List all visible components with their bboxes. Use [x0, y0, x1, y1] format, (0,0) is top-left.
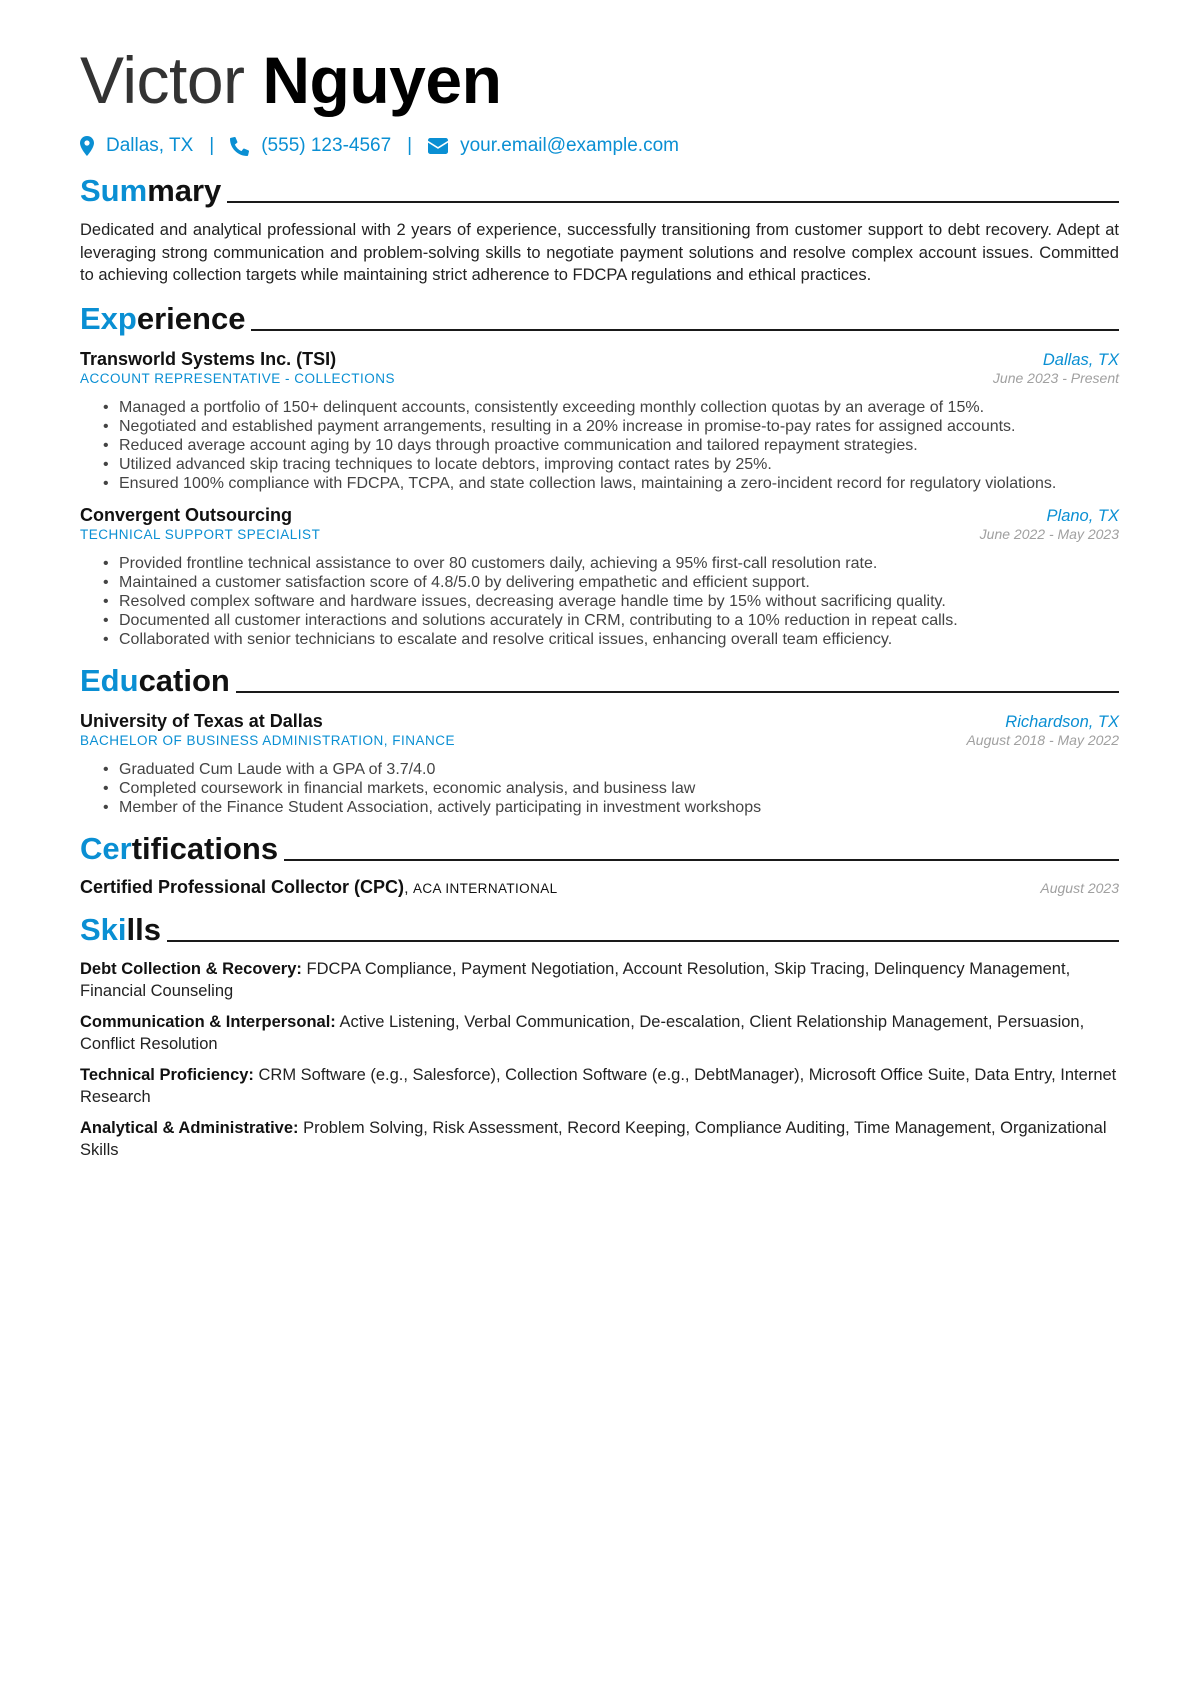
contact-bar: [80, 133, 1119, 159]
job-entry: [80, 349, 1119, 493]
heading-rest: tifications: [131, 830, 279, 866]
section-rule: [284, 859, 1119, 861]
certification-line: [80, 877, 558, 898]
job-header-row: [80, 505, 1119, 526]
education-degree-row: [80, 732, 1119, 748]
skills-heading: [80, 910, 1119, 948]
heading-accent: Ski: [80, 911, 127, 947]
section-title: [80, 912, 161, 948]
bullet-item: • Maintained a customer satisfaction score of 4.8/5.0 by delivering empathetic and efficient support.: [103, 573, 1119, 592]
bullet-item: • Provided frontline technical assistance to over 80 customers daily, achieving a 95% first-call resolution rate.: [103, 554, 1119, 573]
skill-category: Analytical & Administrative:: [80, 1118, 299, 1137]
bullet-item: • Resolved complex software and hardware issues, decreasing average handle time by 15% without sacrificing quality.: [103, 592, 1119, 611]
certifications-heading: [80, 829, 1119, 867]
job-bullets: [80, 398, 1119, 493]
heading-rest: lls: [126, 911, 161, 947]
contact-location: [80, 135, 193, 157]
bullet-item: • Ensured 100% compliance with FDCPA, TCPA, and state collection laws, maintaining a zero-incident record for regulatory violations.: [103, 474, 1119, 493]
bullet-item: • Negotiated and established payment arrangements, resulting in a 20% increase in promise-to-pay rates for assigned accounts.: [103, 417, 1119, 436]
education-bullets: [80, 760, 1119, 817]
job-entry: [80, 505, 1119, 649]
contact-phone[interactable]: [230, 135, 391, 157]
section-rule: [167, 940, 1119, 942]
bullet-item: • Collaborated with senior technicians to escalate and resolve critical issues, enhancing overall team efficiency.: [103, 630, 1119, 649]
section-rule: [251, 329, 1119, 331]
heading-accent: Cer: [80, 830, 132, 866]
summary-text: Dedicated and analytical professional with 2 years of experience, successfully transitioning from customer support to debt recovery. Adept at leveraging strong communication and problem-solving skills to negotiate payment solutions and resolve complex account issues. Committed to achieving collection targets while maintaining strict adherence to FDCPA regulations and ethical practices.: [80, 221, 1119, 284]
certification-date: August 2023: [1040, 879, 1119, 896]
bullet-item: • Member of the Finance Student Association, actively participating in investment workshops: [103, 798, 1119, 817]
certification-separator: ,: [404, 879, 413, 897]
phone-text: (555) 123-4567: [261, 135, 392, 156]
contact-separator: |: [209, 135, 215, 156]
education-header-row: [80, 711, 1119, 732]
section-title: [80, 173, 221, 209]
degree: BACHELOR OF BUSINESS ADMINISTRATION, FINANCE: [80, 732, 456, 748]
job-header-row: [80, 349, 1119, 370]
education-heading: [80, 661, 1119, 699]
skill-items: FDCPA Compliance, Payment Negotiation, Account Resolution, Skip Tracing, Delinquency Management, Financial Counseling: [80, 959, 1071, 1000]
skill-category: Debt Collection & Recovery:: [80, 959, 302, 978]
job-role-row: [80, 370, 1119, 386]
company-name: Convergent Outsourcing: [80, 504, 293, 525]
skill-group: [80, 1117, 1119, 1162]
certification-issuer: ACA INTERNATIONAL: [412, 880, 558, 896]
certification-entry: [80, 877, 1119, 898]
section-title: [80, 301, 245, 337]
contact-email[interactable]: [428, 135, 679, 157]
job-bullets: [80, 554, 1119, 649]
job-role: ACCOUNT REPRESENTATIVE - COLLECTIONS: [80, 370, 396, 386]
skill-category: Technical Proficiency:: [80, 1065, 254, 1084]
resume-content: [80, 40, 1119, 1162]
skill-items: Problem Solving, Risk Assessment, Record Keeping, Compliance Auditing, Time Management, Organizational Skills: [80, 1118, 1107, 1159]
section-rule: [227, 201, 1119, 203]
section-title: [80, 831, 278, 867]
contact-separator: |: [407, 135, 413, 156]
candidate-name: [80, 40, 1119, 120]
heading-accent: Sum: [80, 173, 148, 208]
heading-rest: erience: [136, 300, 246, 336]
heading-rest: cation: [138, 662, 230, 698]
first-name: Victor: [80, 43, 245, 117]
phone-icon: [230, 137, 249, 156]
skill-group: [80, 1011, 1119, 1056]
bullet-item: • Utilized advanced skip tracing techniques to locate debtors, improving contact rates by 25%.: [103, 455, 1119, 474]
bullet-item: • Managed a portfolio of 150+ delinquent accounts, consistently exceeding monthly collection quotas by an average of 15%.: [103, 398, 1119, 417]
bullet-item: • Graduated Cum Laude with a GPA of 3.7/4.0: [103, 760, 1119, 779]
company-name: Transworld Systems Inc. (TSI): [80, 348, 337, 369]
job-role-row: [80, 526, 1119, 542]
bullet-item: • Completed coursework in financial markets, economic analysis, and business law: [103, 779, 1119, 798]
bullet-item: • Documented all customer interactions and solutions accurately in CRM, contributing to a 10% reduction in repeat calls.: [103, 611, 1119, 630]
skill-items: Active Listening, Verbal Communication, De-escalation, Client Relationship Management, Persuasion, Conflict Resolution: [80, 1012, 1085, 1053]
summary-heading: [80, 171, 1119, 209]
certification-name: Certified Professional Collector (CPC): [80, 876, 405, 897]
skills-list: [80, 958, 1119, 1162]
education-entry: [80, 711, 1119, 817]
job-dates: June 2023 - Present: [992, 369, 1119, 386]
heading-accent: Exp: [80, 300, 137, 336]
location-text: Dallas, TX: [106, 135, 194, 156]
job-location: Plano, TX: [1046, 506, 1119, 525]
skill-group: [80, 958, 1119, 1003]
heading-rest: mary: [147, 173, 222, 208]
map-pin-icon: [80, 136, 94, 156]
email-text: your.email@example.com: [460, 135, 679, 156]
skill-group: [80, 1064, 1119, 1109]
heading-accent: Edu: [80, 662, 139, 698]
skill-items: CRM Software (e.g., Salesforce), Collection Software (e.g., DebtManager), Microsoft Office Suite, Data Entry, Internet Research: [80, 1065, 1117, 1106]
education-dates: August 2018 - May 2022: [966, 731, 1119, 748]
last-name: Nguyen: [262, 43, 502, 117]
section-rule: [236, 691, 1119, 693]
experience-heading: [80, 299, 1119, 337]
skill-category: Communication & Interpersonal:: [80, 1012, 336, 1031]
job-location: Dallas, TX: [1042, 350, 1119, 369]
school-name: University of Texas at Dallas: [80, 710, 323, 731]
section-title: [80, 663, 230, 699]
bullet-item: • Reduced average account aging by 10 days through proactive communication and tailored repayment strategies.: [103, 436, 1119, 455]
job-role: TECHNICAL SUPPORT SPECIALIST: [80, 526, 321, 542]
school-location: Richardson, TX: [1005, 712, 1119, 731]
job-dates: June 2022 - May 2023: [979, 525, 1119, 542]
envelope-icon: [428, 138, 448, 154]
